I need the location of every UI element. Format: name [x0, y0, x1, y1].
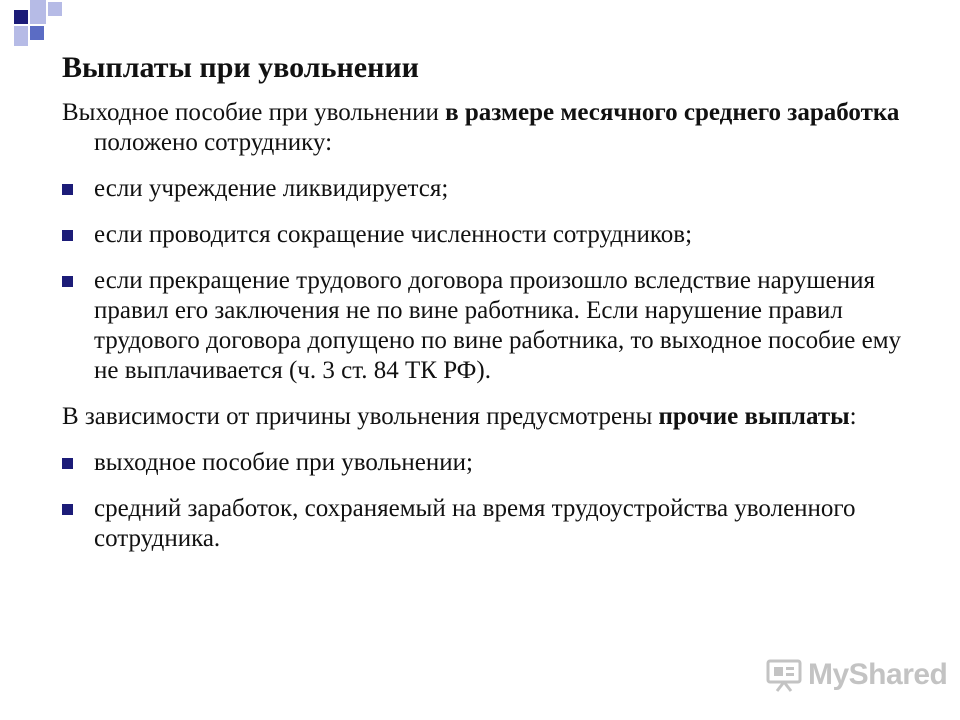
- slide-content: [62, 98, 902, 570]
- corner-square-navy: [14, 10, 28, 24]
- intro-text-end: положено сотруднику:: [94, 129, 333, 156]
- second-text: В зависимости от причины увольнения предусмотрены: [62, 403, 659, 430]
- bullet-text: выходное пособие при увольнении;: [94, 449, 473, 476]
- slide-title: Выплаты при увольнении: [62, 51, 419, 84]
- watermark-logo: [766, 655, 947, 695]
- bullet-item: [62, 220, 902, 250]
- bullet-text: если прекращение трудового договора произошло вследствие нарушения правил его заключения не по вине работника. Если нарушение правил трудового договора допущено по вине работника, то выходное пособие ему не выплачивается (ч. 3 ст. 84 ТК РФ).: [94, 267, 902, 384]
- bullet-text: средний заработок, сохраняемый на время трудоустройства уволенного сотрудника.: [94, 495, 856, 552]
- corner-square-lavender: [14, 26, 28, 46]
- square-bullet-icon: [62, 184, 73, 195]
- second-text-end: :: [849, 403, 857, 430]
- bullet-item: [62, 174, 902, 204]
- second-paragraph: [62, 402, 902, 432]
- corner-square-lavender: [48, 2, 62, 16]
- bullet-item: [62, 448, 902, 478]
- square-bullet-icon: [62, 458, 73, 469]
- intro-bold-text: в размере месячного среднего заработка: [445, 99, 900, 126]
- bullet-text: если учреждение ликвидируется;: [94, 175, 449, 202]
- square-bullet-icon: [62, 230, 73, 241]
- watermark-text: MyShared: [808, 658, 948, 691]
- square-bullet-icon: [62, 276, 73, 287]
- presentation-board-icon: [766, 658, 802, 692]
- square-bullet-icon: [62, 504, 73, 515]
- corner-square-blue: [30, 26, 44, 40]
- bullet-item: [62, 266, 902, 386]
- corner-square-lavender: [30, 0, 46, 24]
- second-bold-text: прочие выплаты: [658, 403, 850, 430]
- intro-paragraph: [62, 98, 902, 158]
- bullet-text: если проводится сокращение численности сотрудников;: [94, 221, 693, 248]
- intro-text: Выходное пособие при увольнении: [62, 99, 446, 126]
- bullet-item: [62, 494, 902, 554]
